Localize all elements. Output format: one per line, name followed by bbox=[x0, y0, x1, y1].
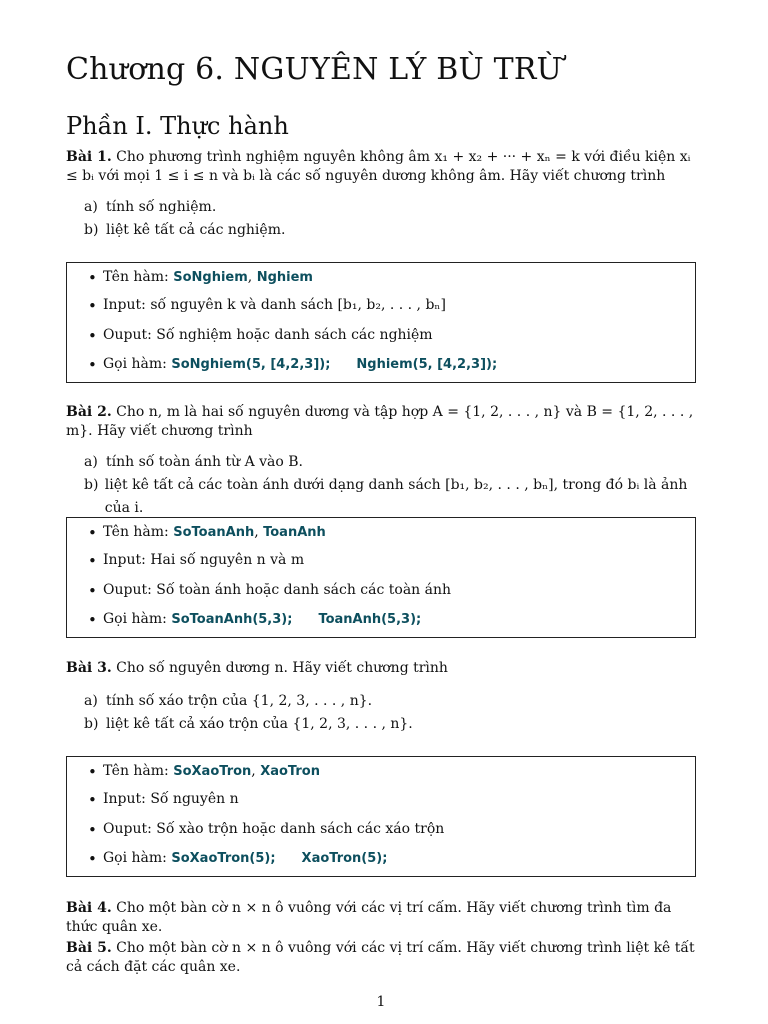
page-number: 1 bbox=[376, 994, 386, 1010]
exercise-label: Bài 4. bbox=[66, 900, 112, 916]
exercise-5 bbox=[66, 939, 696, 977]
function-name: Nghiem bbox=[256, 270, 313, 285]
call-example: SoToanAnh(5,3); bbox=[171, 612, 293, 627]
exercise-text: Cho một bàn cờ n × n ô vuông với các vị trí cấm. Hãy viết chương trình tìm đa thức quân xe. bbox=[66, 900, 672, 935]
exercise-3 bbox=[66, 659, 696, 678]
exercise-text: Cho số nguyên dương n. Hãy viết chương trình bbox=[116, 660, 448, 676]
chapter-title: Chương 6. NGUYÊN LÝ BÙ TRỪ bbox=[66, 52, 563, 87]
call-example: XaoTron(5); bbox=[301, 851, 388, 866]
list-item: b) liệt kê tất cả các toàn ánh dưới dạng danh sách [b₁, b₂, . . . , bₙ], trong đó bᵢ là ảnh của i. bbox=[84, 477, 688, 516]
exercise-1-items bbox=[84, 196, 285, 242]
call-example: Nghiem(5, [4,2,3]); bbox=[356, 357, 498, 372]
function-name: XaoTron bbox=[260, 764, 320, 779]
exercise-1 bbox=[66, 148, 696, 186]
list-item: a) tính số xáo trộn của {1, 2, 3, . . . , n}. bbox=[84, 693, 373, 709]
function-name: SoXaoTron bbox=[173, 764, 252, 779]
call-example: ToanAnh(5,3); bbox=[318, 612, 422, 627]
exercise-label: Bài 2. bbox=[66, 404, 112, 420]
exercise-label: Bài 1. bbox=[66, 149, 112, 165]
exercise-label: Bài 3. bbox=[66, 660, 112, 676]
output-row: • Ouput: Số toàn ánh hoặc danh sách các toàn ánh bbox=[103, 582, 451, 598]
exercise-2 bbox=[66, 403, 696, 441]
exercise-4 bbox=[66, 899, 696, 937]
list-item: b) liệt kê tất cả xáo trộn của {1, 2, 3, . . . , n}. bbox=[84, 716, 413, 732]
function-name: SoToanAnh bbox=[173, 525, 255, 540]
call-row: • Gọi hàm: SoToanAnh(5,3); ToanAnh(5,3); bbox=[103, 611, 421, 627]
exercise-3-items bbox=[84, 690, 413, 736]
call-example: SoNghiem(5, [4,2,3]); bbox=[171, 357, 331, 372]
function-spec-box bbox=[66, 756, 696, 877]
call-row: • Gọi hàm: SoXaoTron(5); XaoTron(5); bbox=[103, 850, 387, 866]
function-name: SoNghiem bbox=[173, 270, 248, 285]
function-spec-box bbox=[66, 262, 696, 383]
function-name-row: • Tên hàm: SoToanAnh, ToanAnh bbox=[103, 524, 326, 540]
exercise-text: Cho n, m là hai số nguyên dương và tập hợp A = {1, 2, . . . , n} và B = {1, 2, . . . , m}. Hãy viết chương trình bbox=[66, 404, 694, 439]
function-name-row: • Tên hàm: SoXaoTron, XaoTron bbox=[103, 763, 320, 779]
input-row: • Input: Số nguyên n bbox=[103, 791, 239, 807]
call-row: • Gọi hàm: SoNghiem(5, [4,2,3]); Nghiem(5, [4,2,3]); bbox=[103, 356, 497, 372]
list-item: a) tính số nghiệm. bbox=[84, 199, 217, 215]
list-item: b) liệt kê tất cả các nghiệm. bbox=[84, 222, 286, 238]
function-name-row: • Tên hàm: SoNghiem, Nghiem bbox=[103, 269, 313, 285]
list-item: a) tính số toàn ánh từ A vào B. bbox=[84, 454, 304, 470]
function-name: ToanAnh bbox=[263, 525, 326, 540]
exercise-text: Cho một bàn cờ n × n ô vuông với các vị trí cấm. Hãy viết chương trình liệt kê tất cả cách đặt các quân xe. bbox=[66, 940, 695, 975]
output-row: • Ouput: Số xào trộn hoặc danh sách các xáo trộn bbox=[103, 821, 444, 837]
section-title: Phần I. Thực hành bbox=[66, 112, 289, 140]
exercise-label: Bài 5. bbox=[66, 940, 112, 956]
function-spec-box bbox=[66, 517, 696, 638]
exercise-2-items bbox=[84, 451, 696, 520]
output-row: • Ouput: Số nghiệm hoặc danh sách các nghiệm bbox=[103, 327, 433, 343]
exercise-text: Cho phương trình nghiệm nguyên không âm x₁ + x₂ + ··· + xₙ = k với điều kiện xᵢ ≤ bᵢ với mọi 1 ≤ i ≤ n và bᵢ là các số nguyên dương không âm. Hãy viết chương trình bbox=[66, 149, 691, 184]
input-row: • Input: Hai số nguyên n và m bbox=[103, 552, 304, 568]
input-row: • Input: số nguyên k và danh sách [b₁, b₂, . . . , bₙ] bbox=[103, 297, 446, 313]
call-example: SoXaoTron(5); bbox=[171, 851, 276, 866]
